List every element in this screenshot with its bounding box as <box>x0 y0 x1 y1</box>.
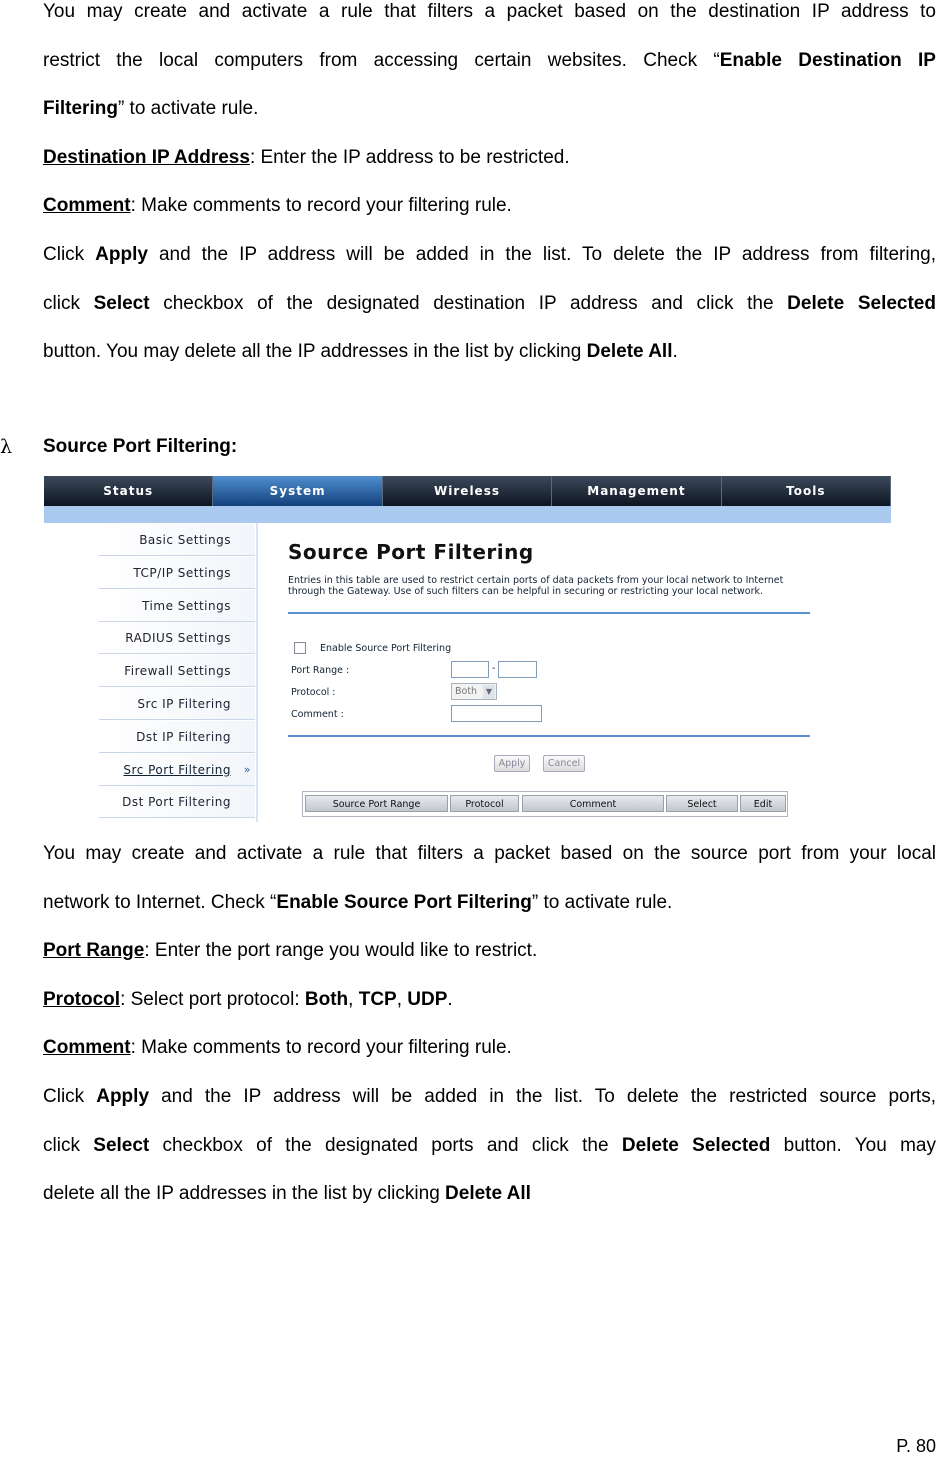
port-dash: - <box>492 663 496 674</box>
protocol-value: Both <box>455 686 478 697</box>
sidebar-item-src-ip-filtering[interactable] <box>99 688 255 720</box>
intro-select-bold: Select <box>93 292 150 314</box>
sidebar <box>44 523 256 822</box>
intro-line-comment <box>43 194 936 243</box>
sidebar-item-time-settings[interactable] <box>99 590 255 622</box>
divider-bottom <box>288 735 810 737</box>
protocol-select[interactable] <box>451 683 497 700</box>
body-click-b: and the IP address will be added in the list. To delete the restricted source ports, <box>149 1085 936 1107</box>
panel-description: Entries in this table are used to restrict certain ports of data packets from your local network to Internet through the Gateway. Use of such filters can be helpful in securing or restricting your local network. <box>288 575 784 597</box>
body-text-2c: ” to activate rule. <box>531 891 673 913</box>
intro-comment-text: : Make comments to record your filtering rule. <box>130 195 512 217</box>
column-header-select: Select <box>666 795 738 812</box>
intro-text-2a: restrict the local computers from accessing certain websites. Check “ <box>43 49 720 71</box>
intro-delete-selected-bold: Delete Selected <box>787 292 936 314</box>
intro-comment-label: Comment <box>43 195 131 217</box>
body-text-1: You may create and activate a rule that filters a packet based on the source port from your local <box>43 843 936 864</box>
intro-text-1: You may create and activate a rule that filters a packet based on the destination IP address to <box>43 1 936 22</box>
body-line-click <box>43 1085 936 1134</box>
port-range-text: : Enter the port range you would like to restrict. <box>144 940 538 962</box>
rules-table-header <box>302 791 788 817</box>
intro-line-1 <box>43 0 936 49</box>
enable-label: Enable Source Port Filtering <box>320 643 452 654</box>
body-paragraph <box>43 842 936 1231</box>
sidebar-item-label: RADIUS Settings <box>125 631 231 646</box>
sub-nav-bar <box>44 506 891 523</box>
sidebar-item-radius-settings[interactable] <box>99 622 255 654</box>
protocol-term: Protocol <box>43 988 121 1010</box>
nav-tab-management[interactable]: Management <box>552 476 721 506</box>
intro-line-click <box>43 243 936 292</box>
page-number: P. 80 <box>896 1436 936 1456</box>
body-comment-term: Comment <box>43 1037 131 1059</box>
bullet-symbol: λ <box>0 436 13 458</box>
body-line-port <box>43 939 936 988</box>
proto-both: Both <box>304 988 349 1010</box>
intro-btn-a: button. You may delete all the IP addresses in the list by clicking <box>43 341 587 363</box>
intro-btn-b: . <box>672 341 678 363</box>
body-delete-selected-bold: Delete Selected <box>621 1134 771 1156</box>
intro-paragraph <box>43 0 936 389</box>
panel-title: Source Port Filtering <box>288 540 534 564</box>
body-sel-b: checkbox of the designated ports and click the <box>149 1134 622 1156</box>
protocol-label: Protocol : <box>291 687 336 698</box>
nav-tab-status[interactable]: Status <box>44 476 213 506</box>
port-start-input[interactable] <box>451 661 489 678</box>
port-end-input[interactable] <box>498 661 537 678</box>
nav-tab-system[interactable]: System <box>213 476 382 506</box>
body-sel-c: button. You may <box>770 1134 936 1156</box>
intro-bold-enable: Enable Destination IP <box>719 49 936 71</box>
body-select-bold: Select <box>93 1134 150 1156</box>
intro-line-button <box>43 340 936 389</box>
column-header-edit: Edit <box>740 795 786 812</box>
port-range-term: Port Range <box>43 940 145 962</box>
nav-tab-wireless[interactable]: Wireless <box>383 476 552 506</box>
sidebar-item-label: Time Settings <box>142 598 231 613</box>
proto-end: . <box>447 988 453 1010</box>
proto-udp: UDP <box>407 988 448 1010</box>
divider-top <box>288 612 810 614</box>
proto-sep-2: , <box>396 988 408 1010</box>
dst-ip-text: : Enter the IP address to be restricted. <box>249 146 570 168</box>
body-line-1 <box>43 842 936 891</box>
body-text-2a: network to Internet. Check “ <box>43 891 277 913</box>
intro-sel-b: checkbox of the designated destination IP address and click the <box>149 292 788 314</box>
sidebar-item-tcp-ip-settings[interactable] <box>99 557 255 589</box>
router-ui-screenshot <box>44 476 891 822</box>
body-apply-bold: Apply <box>96 1085 150 1107</box>
apply-button[interactable]: Apply <box>494 755 530 772</box>
intro-line-select <box>43 292 936 341</box>
intro-text-3b: ” to activate rule. <box>117 98 259 120</box>
sidebar-item-basic-settings[interactable] <box>99 524 255 556</box>
body-click-a: Click <box>43 1085 97 1107</box>
comment-label: Comment : <box>291 709 344 720</box>
sidebar-item-label: Src IP Filtering <box>137 697 231 711</box>
body-delete-all-bold: Delete All <box>445 1183 531 1205</box>
sidebar-item-label: TCP/IP Settings <box>133 565 231 580</box>
sidebar-item-dst-port-filtering[interactable] <box>99 786 255 818</box>
sidebar-divider <box>256 523 258 822</box>
body-comment-text: : Make comments to record your filtering rule. <box>130 1037 512 1059</box>
body-line-comment <box>43 1036 936 1085</box>
dst-ip-label: Destination IP Address <box>43 146 250 168</box>
port-range-label: Port Range : <box>291 665 350 676</box>
intro-delete-all-bold: Delete All <box>586 341 673 363</box>
sidebar-item-label: Basic Settings <box>139 533 231 547</box>
chevron-down-icon: ▼ <box>483 685 495 699</box>
intro-line-2 <box>43 49 936 98</box>
sidebar-item-firewall-settings[interactable] <box>99 655 255 687</box>
protocol-text: : Select port protocol: <box>120 988 305 1010</box>
proto-sep-1: , <box>348 988 359 1010</box>
cancel-button[interactable]: Cancel <box>543 755 585 772</box>
sidebar-item-label: Src Port Filtering <box>123 762 231 777</box>
sidebar-item-src-port-filtering[interactable] <box>99 754 255 786</box>
nav-tab-tools[interactable]: Tools <box>722 476 891 506</box>
column-header-source-port-range: Source Port Range <box>305 795 448 812</box>
intro-sel-a: click <box>43 292 94 314</box>
intro-apply-bold: Apply <box>95 243 148 265</box>
proto-tcp: TCP <box>358 988 397 1010</box>
sidebar-item-label: Firewall Settings <box>124 664 231 679</box>
body-last-a: delete all the IP addresses in the list by clicking <box>43 1183 446 1205</box>
top-nav <box>44 476 891 506</box>
intro-bold-filtering: Filtering <box>43 98 118 120</box>
sidebar-item-label: Dst Port Filtering <box>122 795 231 810</box>
column-header-protocol: Protocol <box>450 795 519 812</box>
intro-line-3 <box>43 97 936 146</box>
intro-click-a: Click <box>43 243 96 265</box>
enable-checkbox[interactable] <box>294 642 306 654</box>
body-enable-bold: Enable Source Port Filtering <box>276 891 532 913</box>
body-sel-a: click <box>43 1134 94 1156</box>
body-line-2 <box>43 891 936 940</box>
column-header-comment: Comment <box>522 795 664 812</box>
body-line-select <box>43 1134 936 1183</box>
intro-line-dst <box>43 146 936 195</box>
sidebar-item-label: Dst IP Filtering <box>136 729 231 744</box>
body-line-last <box>43 1182 936 1231</box>
intro-click-b: and the IP address will be added in the list. To delete the IP address from filtering, <box>147 243 936 265</box>
section-title: Source Port Filtering: <box>43 436 238 457</box>
sidebar-item-dst-ip-filtering[interactable] <box>99 721 255 753</box>
body-line-protocol <box>43 988 936 1037</box>
comment-input[interactable] <box>451 705 542 722</box>
double-chevron-right-icon: » <box>243 762 251 776</box>
